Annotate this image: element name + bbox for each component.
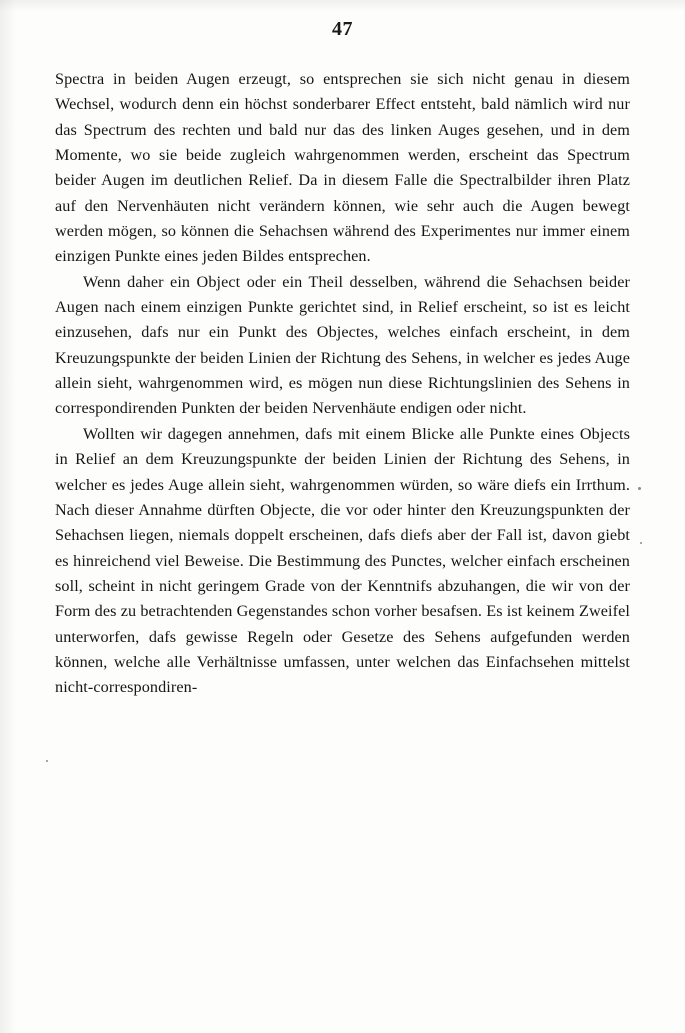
page-speck <box>640 542 642 544</box>
page-body-text <box>55 67 630 701</box>
page-number: 47 <box>332 18 353 40</box>
paragraph-3: Wollten wir dagegen annehmen, dafs mit einem Blicke alle Punkte eines Objects in Relief an dem Kreuzungspunkte der beiden Linien der Richtung des Sehens, in welcher es jedes Auge allein sieht, wahrgenommen würden, so wäre diefs ein Irrthum. Nach dieser Annahme dürften Objecte, die vor oder hinter den Kreuzungspunkten der Sehachsen liegen, niemals doppelt erscheinen, dafs diefs aber der Fall ist, davon giebt es hinreichend viel Beweise. Die Bestimmung des Punctes, welcher einfach erscheinen soll, scheint in nicht geringem Grade von der Kenntnifs abzuhangen, die wir von der Form des zu betrachtenden Gegenstandes schon vorher besafsen. Es ist keinem Zweifel unterworfen, dafs gewisse Regeln oder Gesetze des Sehens aufgefunden werden können, welche alle Verhältnisse umfassen, unter welchen das Einfachsehen mittelst nicht-correspondiren- <box>55 424 630 697</box>
paragraph-1: Spectra in beiden Augen erzeugt, so entsprechen sie sich nicht genau in diesem Wechsel, wodurch denn ein höchst sonderbarer Effect entsteht, bald nämlich wird nur das Spectrum des rechten und bald nur das des linken Auges gesehen, und in dem Momente, wo sie beide zugleich wahrgenommen werden, erscheint das Spectrum beider Augen im deutlichen Relief. Da in diesem Falle die Spectralbilder ihren Platz auf den Nervenhäuten nicht verändern können, wie sehr auch die Augen bewegt werden mögen, so können die Sehachsen während des Experimentes nur immer einem einzigen Punkte eines jeden Bildes entsprechen. <box>55 70 630 266</box>
page-speck <box>46 760 48 762</box>
paragraph-2: Wenn daher ein Object oder ein Theil desselben, während die Sehachsen beider Augen nach einem einzigen Punkte gerichtet sind, in Relief erscheint, so ist es leicht einzusehen, dafs nur ein Punkt des Objectes, welches einfach erscheint, in dem Kreuzungspunkte der beiden Linien der Richtung des Sehens, in welcher es jedes Auge allein sieht, wahrgenommen wird, es mögen nun diese Richtungslinien des Sehens in correspondirenden Punkten der beiden Nervenhäute endigen oder nicht. <box>55 272 630 418</box>
page-speck <box>638 487 641 490</box>
